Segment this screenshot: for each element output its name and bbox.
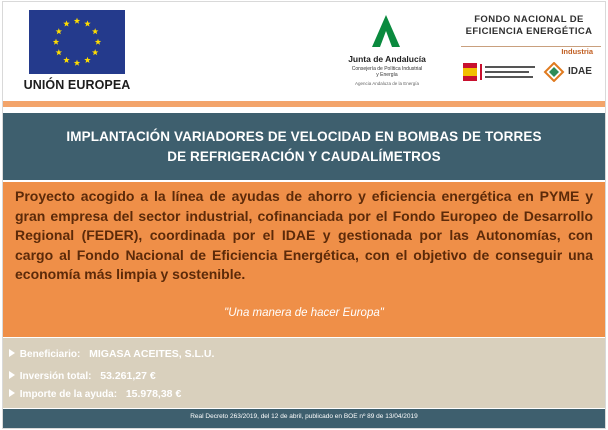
beneficiary-row — [9, 346, 214, 362]
bullet-triangle-icon — [9, 371, 15, 379]
bullet-triangle-icon — [9, 349, 15, 357]
junta-department — [333, 66, 441, 78]
eu-star — [53, 39, 59, 45]
fnee-sector: Industria — [461, 46, 601, 56]
investment-label: Inversión total: — [19, 371, 92, 382]
eu-star — [63, 20, 69, 26]
eu-star — [56, 28, 62, 34]
project-title-line1: IMPLANTACIÓN VARIADORES DE VELOCIDAD EN BOMBAS DE TORRES — [66, 129, 542, 144]
info-band — [3, 338, 605, 408]
logo-header — [3, 2, 605, 100]
junta-andalucia-block — [333, 12, 441, 98]
fnee-line1: FONDO NACIONAL DE — [474, 14, 584, 25]
eu-star — [84, 20, 90, 26]
beneficiary-value: MIGASA ACEITES, S.L.U. — [89, 348, 215, 360]
footer-band — [3, 409, 605, 429]
project-description: Proyecto acogido a la línea de ayudas de ahorro y eficiencia energética en PYME y gran empresa del sector industrial, cofinanciada por el Fondo Europeo de Desarrollo Regional (FEDER), coordinada por el IDAE y gestionada por las Autonomías, con cargo al Fondo Nacional de Eficiencia Energética, con el objetivo de conseguir una economía más limpia y sostenible. — [15, 188, 593, 283]
aid-value: 15.978,38 € — [125, 388, 182, 400]
junta-agency: Agencia Andaluza de la Energía — [354, 81, 420, 86]
investment-value: 53.261,27 € — [100, 370, 156, 382]
eu-star — [63, 57, 69, 63]
eu-star — [56, 49, 62, 55]
junta-department-line2: y Energía — [376, 72, 398, 78]
investment-row — [9, 368, 156, 384]
eu-star — [92, 49, 98, 55]
description-band — [3, 182, 605, 337]
aid-label: Importe de la ayuda: — [19, 389, 118, 400]
project-title — [43, 127, 565, 166]
junta-name: Junta de Andalucía — [348, 54, 426, 64]
gobierno-espana-logo-icon — [463, 62, 539, 82]
legal-reference: Real Decreto 263/2019, del 12 de abril, publicado en BOE nº 89 de 13/04/2019 — [190, 413, 418, 420]
project-title-line2: DE REFRIGERACIÓN Y CAUDALÍMETROS — [167, 148, 441, 164]
eu-star — [92, 28, 98, 34]
bullet-triangle-icon — [9, 389, 15, 397]
eu-star — [74, 60, 80, 66]
junta-andalucia-logo-icon — [369, 14, 403, 50]
eu-slogan: "Una manera de hacer Europa" — [224, 307, 384, 319]
poster — [2, 1, 606, 429]
eu-star — [84, 57, 90, 63]
idae-label: IDAE — [568, 66, 592, 77]
eu-star — [74, 18, 80, 24]
title-band — [3, 113, 605, 180]
eu-star — [95, 39, 101, 45]
eu-flag-icon — [29, 10, 125, 74]
fnee-title — [459, 14, 599, 44]
aid-row — [9, 386, 181, 402]
beneficiary-label: Beneficiario: — [19, 349, 81, 360]
orange-divider — [3, 101, 605, 107]
junta-department-line1: Consejería de Política Industrial — [351, 66, 423, 72]
eu-label: UNIÓN EUROPEA — [23, 78, 131, 92]
fnee-line2: EFICIENCIA ENERGÉTICA — [465, 25, 593, 37]
